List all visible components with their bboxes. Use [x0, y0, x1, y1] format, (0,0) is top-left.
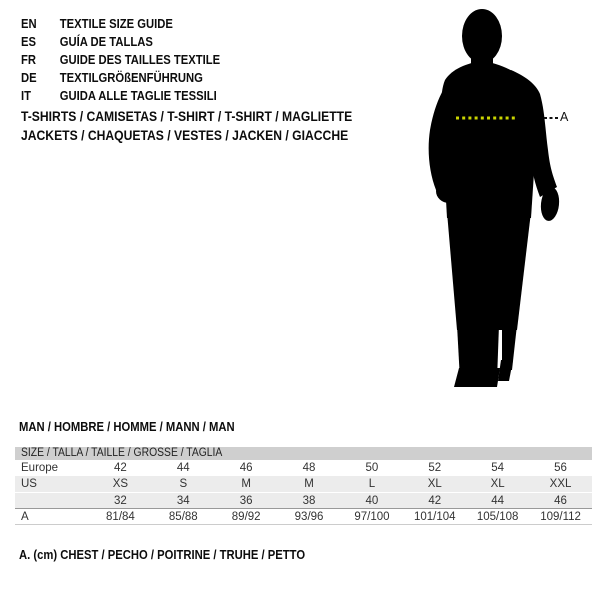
- size-cell: M: [304, 478, 314, 490]
- silhouette-right-foot: [498, 360, 513, 381]
- garment-line-jackets: JACKETS / CHAQUETAS / VESTES / JACKEN / GIACCHE: [21, 127, 349, 143]
- size-cell: 36: [239, 494, 253, 507]
- size-cell: XL: [490, 478, 505, 490]
- table-header-label: SIZE / TALLA / TAILLE / GRÖSSE / TAGLIA: [21, 447, 223, 459]
- size-cell: 48: [302, 462, 316, 474]
- language-text: TEXTILE SIZE GUIDE: [59, 17, 173, 31]
- measure-label-a: A: [560, 110, 569, 124]
- size-cell: 54: [491, 462, 505, 474]
- table-row-numeric: [15, 492, 592, 508]
- table-row-chest-a: [15, 508, 592, 524]
- man-silhouette: [405, 0, 600, 400]
- size-cell: L: [368, 478, 376, 490]
- silhouette-left-foot: [454, 368, 500, 387]
- footnote-text: A. (cm) CHEST / PECHO / POITRINE / TRUHE / PETTO: [19, 548, 306, 562]
- table-row-europe: [15, 460, 592, 476]
- size-cell: 44: [176, 462, 190, 474]
- silhouette-hips: [447, 212, 531, 330]
- size-cell: 93/96: [294, 510, 324, 523]
- garment-line-tshirts: T-SHIRTS / CAMISETAS / T-SHIRT / T-SHIRT / MAGLIETTE: [21, 109, 353, 124]
- silhouette-left-hand: [436, 179, 462, 203]
- size-cell: 101/104: [414, 510, 456, 523]
- language-list: [21, 15, 242, 105]
- size-cell: S: [179, 478, 188, 490]
- size-cell: 34: [176, 494, 190, 507]
- language-code: DE: [21, 71, 37, 85]
- language-row-fr: [21, 51, 220, 69]
- language-text: GUIDA ALLE TAGLIE TESSILI: [59, 89, 217, 103]
- section-title: MAN / HOMBRE / HOMME / MANN / MAN: [19, 420, 235, 434]
- size-cell: 46: [554, 494, 567, 507]
- row-label: US: [21, 478, 37, 490]
- language-code: FR: [21, 53, 37, 67]
- size-table: [15, 447, 592, 525]
- size-cell: XS: [112, 478, 129, 490]
- size-cell: 42: [114, 462, 127, 474]
- language-row-it: [21, 87, 220, 105]
- size-cell: 42: [428, 494, 442, 507]
- row-label: A: [21, 510, 29, 523]
- row-label: Europe: [21, 462, 59, 474]
- size-cell: 85/88: [168, 510, 198, 523]
- size-cell: 89/92: [231, 510, 261, 523]
- language-code: IT: [21, 89, 31, 103]
- size-cell: M: [241, 478, 251, 490]
- size-cell: 38: [302, 494, 316, 507]
- language-code: EN: [21, 17, 37, 31]
- language-code: ES: [21, 35, 37, 49]
- size-cell: 44: [491, 494, 505, 507]
- size-cell: 46: [239, 462, 253, 474]
- language-row-en: [21, 15, 220, 33]
- size-cell: XL: [427, 478, 442, 490]
- size-cell: XXL: [549, 478, 572, 490]
- size-cell: 32: [114, 494, 127, 507]
- table-row-us: [15, 476, 592, 492]
- size-cell: 50: [365, 462, 379, 474]
- size-cell: 40: [365, 494, 379, 507]
- language-text: GUIDE DES TAILLES TEXTILE: [59, 53, 221, 67]
- size-cell: 97/100: [354, 510, 390, 523]
- language-row-es: [21, 33, 220, 51]
- garment-types: [21, 108, 389, 145]
- language-row-de: [21, 69, 220, 87]
- language-text: TEXTILGRÖßENFÜHRUNG: [59, 71, 203, 85]
- size-cell: 56: [554, 462, 567, 474]
- size-cell: 105/108: [476, 510, 519, 523]
- size-cell: 52: [428, 462, 442, 474]
- size-cell: 81/84: [106, 510, 135, 523]
- table-header-bar: [15, 447, 592, 460]
- language-text: GUÍA DE TALLAS: [59, 35, 153, 49]
- size-cell: 109/112: [540, 510, 581, 523]
